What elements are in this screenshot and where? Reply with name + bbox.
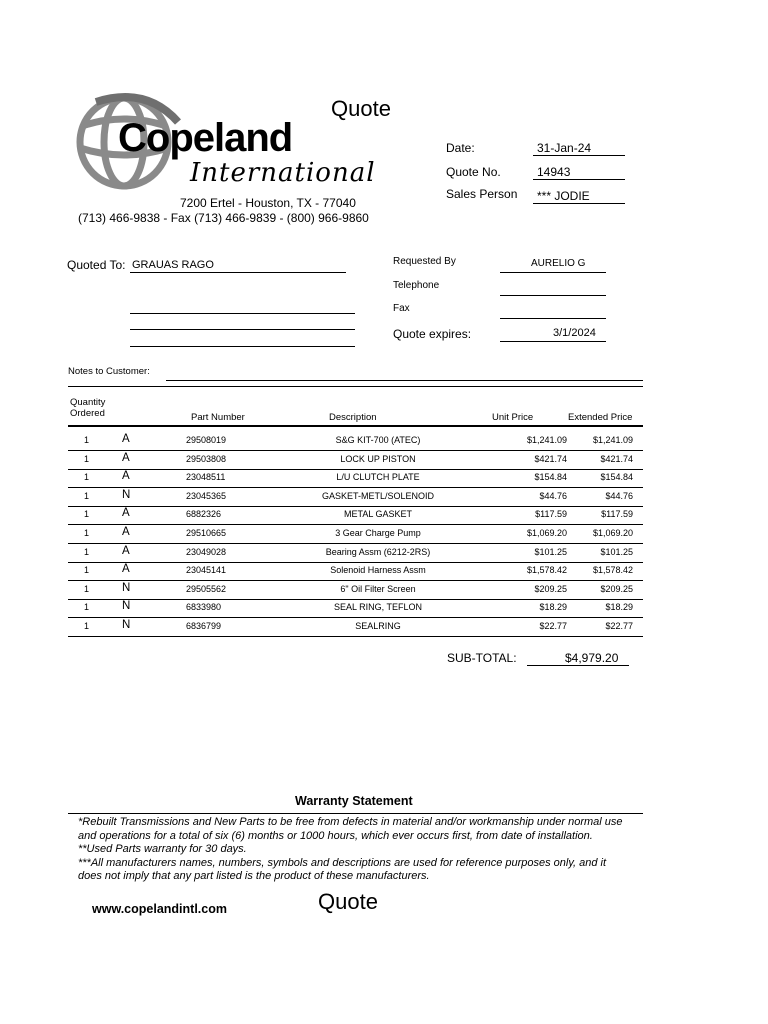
row-extended-price: $22.77 — [605, 621, 633, 631]
row-description: SEALRING — [355, 621, 401, 631]
row-part-number: 23048511 — [186, 472, 226, 483]
requested-by-value: AURELIO G — [531, 258, 586, 269]
row-quantity: 1 — [84, 490, 90, 501]
notes-underline — [166, 380, 643, 381]
row-description: SEAL RING, TEFLON — [333, 602, 423, 613]
logo-wordmark: Copeland — [118, 116, 293, 160]
row-quantity: 1 — [84, 509, 90, 520]
row-part-number: 29510665 — [186, 528, 227, 538]
sales-person-value: *** JODIE — [537, 189, 590, 203]
table-row — [68, 618, 643, 636]
header-part-number: Part Number — [191, 412, 245, 423]
quote-no-underline — [533, 179, 625, 180]
row-extended-price: $1,069.20 — [592, 528, 633, 538]
fax-label: Fax — [393, 303, 410, 314]
warranty-line-4: ***All manufacturers names, numbers, symbols and descriptions are used for reference purposes only, and it — [78, 856, 607, 869]
row-extended-price: $44.76 — [605, 490, 633, 501]
row-description: 6" Oil Filter Screen — [340, 583, 416, 594]
row-condition-code: A — [122, 544, 130, 557]
telephone-underline — [500, 295, 606, 296]
table-row — [68, 544, 643, 562]
row-unit-price: $1,241.09 — [526, 435, 567, 445]
row-condition-code: N — [122, 600, 131, 613]
row-part-number: 29508019 — [186, 435, 227, 445]
row-part-number: 29503808 — [186, 453, 227, 464]
row-condition-code: A — [122, 451, 130, 464]
row-quantity: 1 — [84, 602, 90, 613]
website-link[interactable]: www.copelandintl.com — [92, 902, 227, 916]
quote-expires-underline — [500, 341, 606, 342]
row-unit-price: $117.59 — [535, 509, 567, 520]
notes-divider — [68, 386, 643, 387]
row-quantity: 1 — [84, 583, 90, 594]
table-row — [68, 525, 643, 543]
quoted-to-label: Quoted To: — [67, 258, 126, 272]
header-unit-price: Unit Price — [492, 412, 534, 423]
row-unit-price: $22.77 — [539, 621, 567, 631]
row-part-number: 23045141 — [186, 565, 227, 576]
row-extended-price: $154.84 — [600, 472, 633, 483]
table-row — [68, 432, 643, 450]
warranty-rule — [68, 813, 643, 814]
address-line-2 — [130, 329, 355, 330]
row-condition-code: A — [122, 563, 130, 576]
row-quantity: 1 — [84, 565, 90, 576]
notes-label: Notes to Customer: — [68, 366, 150, 377]
row-unit-price: $1,069.20 — [526, 528, 567, 538]
row-unit-price: $1,578.42 — [526, 565, 567, 576]
telephone-label: Telephone — [393, 280, 440, 291]
logo-subtitle: International — [190, 158, 376, 188]
row-extended-price: $1,578.42 — [592, 565, 633, 576]
table-row — [68, 599, 643, 617]
row-condition-code: N — [122, 619, 131, 631]
sales-person-underline — [533, 203, 625, 204]
date-underline — [533, 155, 625, 156]
row-part-number: 6882326 — [186, 509, 222, 520]
row-part-number: 23049028 — [186, 546, 227, 557]
quote-no-label: Quote No. — [446, 165, 501, 179]
table-row — [68, 469, 643, 487]
header-quantity: Quantity Ordered — [70, 397, 106, 419]
row-description: L/U CLUTCH PLATE — [336, 472, 420, 483]
row-extended-price: $18.29 — [605, 602, 633, 613]
table-row — [68, 451, 643, 469]
row-condition-code: N — [122, 581, 131, 594]
row-unit-price: $44.76 — [539, 490, 567, 501]
company-phones: (713) 466-9838 - Fax (713) 466-9839 - (800) 966-9860 — [78, 211, 369, 225]
page-title: Quote — [331, 96, 391, 121]
subtotal-underline — [527, 665, 629, 666]
row-condition-code: A — [122, 433, 130, 445]
row-quantity: 1 — [84, 435, 90, 445]
warranty-line-5: does not imply that any part listed is the product of these manufacturers. — [78, 870, 430, 883]
quote-expires-label: Quote expires: — [393, 327, 472, 341]
sales-person-label: Sales Person — [446, 187, 518, 201]
row-description: METAL GASKET — [343, 509, 412, 520]
requested-by-underline — [500, 272, 606, 273]
subtotal-label: SUB-TOTAL: — [447, 651, 517, 665]
warranty-line-2: and operations for a total of six (6) months or 1000 hours, which ever occurs first, from date of installation. — [78, 829, 593, 842]
row-description: GASKET-METL/SOLENOID — [321, 490, 435, 501]
table-row — [68, 506, 643, 524]
quote-no-value: 14943 — [537, 165, 571, 179]
row-unit-price: $101.25 — [534, 546, 567, 557]
row-condition-code: A — [122, 526, 130, 538]
warranty-line-1: *Rebuilt Transmissions and New Parts to be free from defects in material and/or workmanship under normal use — [78, 816, 623, 828]
table-header-rule — [68, 425, 643, 427]
quote-expires-value: 3/1/2024 — [553, 327, 596, 339]
row-condition-code: A — [122, 470, 130, 483]
row-condition-code: N — [122, 488, 131, 501]
address-line-1 — [130, 313, 355, 314]
row-divider — [68, 636, 643, 637]
row-extended-price: $209.25 — [600, 583, 633, 594]
warranty-body — [78, 816, 648, 884]
table-row — [68, 488, 643, 506]
row-part-number: 23045365 — [186, 490, 227, 501]
footer-title: Quote — [318, 889, 378, 914]
row-extended-price: $101.25 — [600, 546, 633, 557]
row-unit-price: $209.25 — [534, 583, 567, 594]
row-quantity: 1 — [84, 546, 90, 557]
row-unit-price: $154.84 — [534, 472, 567, 483]
row-quantity: 1 — [84, 453, 90, 464]
row-part-number: 6833980 — [186, 602, 222, 613]
row-description: LOCK UP PISTON — [340, 453, 416, 464]
row-extended-price: $421.74 — [600, 453, 633, 464]
date-label: Date: — [446, 141, 475, 155]
row-quantity: 1 — [84, 528, 90, 538]
row-description: S&G KIT-700 (ATEC) — [335, 435, 421, 445]
address-line-3 — [130, 346, 355, 347]
row-description: Solenoid Harness Assm — [330, 565, 426, 576]
row-quantity: 1 — [84, 621, 90, 631]
row-unit-price: $18.29 — [539, 602, 567, 613]
company-address: 7200 Ertel - Houston, TX - 77040 — [180, 196, 356, 210]
header-extended-price: Extended Price — [568, 412, 633, 423]
fax-underline — [500, 318, 606, 319]
row-quantity: 1 — [84, 472, 90, 483]
company-logo — [66, 92, 376, 192]
header-description: Description — [329, 412, 377, 423]
row-description: 3 Gear Charge Pump — [335, 528, 421, 538]
row-extended-price: $117.59 — [601, 509, 633, 520]
warranty-line-3: **Used Parts warranty for 30 days. — [78, 843, 247, 856]
row-part-number: 29505562 — [186, 583, 227, 594]
row-part-number: 6836799 — [186, 621, 222, 631]
date-value: 31-Jan-24 — [537, 141, 592, 155]
quoted-to-underline — [130, 272, 346, 273]
table-row — [68, 562, 643, 580]
row-extended-price: $1,241.09 — [592, 435, 633, 445]
requested-by-label: Requested By — [393, 256, 456, 267]
row-unit-price: $421.74 — [534, 453, 567, 464]
warranty-title: Warranty Statement — [295, 794, 413, 808]
table-row — [68, 581, 643, 599]
subtotal-value: $4,979.20 — [565, 651, 619, 665]
row-condition-code: A — [122, 507, 130, 520]
quoted-to-value: GRAUAS RAGO — [132, 259, 214, 271]
row-description: Bearing Assm (6212-2RS) — [325, 546, 431, 557]
